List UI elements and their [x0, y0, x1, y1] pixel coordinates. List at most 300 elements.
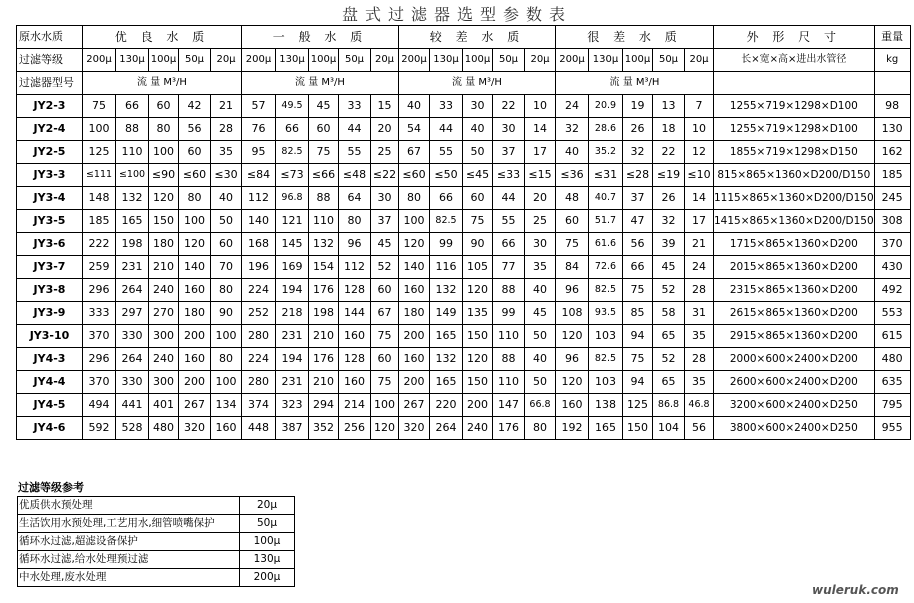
- flow-cell: 494: [83, 394, 116, 417]
- flow-cell: 100: [211, 371, 242, 394]
- flow-cell: 60: [211, 233, 242, 256]
- table-row: [17, 118, 911, 141]
- flow-cell: 20: [371, 118, 399, 141]
- flow-cell: 32: [653, 210, 685, 233]
- flow-cell: 96: [339, 233, 371, 256]
- flow-cell: 300: [149, 325, 179, 348]
- flow-cell: 333: [83, 302, 116, 325]
- flow-cell: 264: [116, 279, 149, 302]
- flow-cell: 37: [623, 187, 653, 210]
- flow-cell: 180: [149, 233, 179, 256]
- grade-cell: 130μ: [589, 49, 623, 72]
- flow-cell: 120: [149, 187, 179, 210]
- reference-row: [18, 551, 295, 569]
- flow-cell: 200: [179, 371, 211, 394]
- flow-cell: ≤90: [149, 164, 179, 187]
- flow-cell: 220: [430, 394, 463, 417]
- flow-cell: 31: [685, 302, 714, 325]
- reference-description: 中水处理,废水处理: [18, 569, 240, 587]
- flow-cell: 24: [556, 95, 589, 118]
- flow-cell: 160: [211, 417, 242, 440]
- flow-cell: 24: [685, 256, 714, 279]
- flow-cell: 120: [556, 371, 589, 394]
- flow-cell: 176: [493, 417, 525, 440]
- flow-cell: 160: [556, 394, 589, 417]
- flow-cell: 147: [493, 394, 525, 417]
- flow-cell: 75: [623, 348, 653, 371]
- flow-cell: 84: [556, 256, 589, 279]
- table-row: [17, 371, 911, 394]
- flow-cell: 94: [623, 325, 653, 348]
- flow-cell: 110: [309, 210, 339, 233]
- flow-cell: 66: [276, 118, 309, 141]
- flow-cell: ≤45: [463, 164, 493, 187]
- flow-cell: 270: [149, 302, 179, 325]
- flow-cell: 240: [463, 417, 493, 440]
- raw-water-label: 原水水质: [17, 26, 83, 49]
- flow-cell: 210: [149, 256, 179, 279]
- flow-cell: 90: [463, 233, 493, 256]
- flow-cell: 80: [149, 118, 179, 141]
- flow-cell: 49.5: [276, 95, 309, 118]
- grade-cell: 200μ: [556, 49, 589, 72]
- weight-header: 重量: [874, 26, 910, 49]
- flow-cell: 39: [653, 233, 685, 256]
- flow-cell: 441: [116, 394, 149, 417]
- table-row: [17, 95, 911, 118]
- flow-cell: 65: [653, 371, 685, 394]
- flow-cell: 210: [309, 371, 339, 394]
- flow-cell: 264: [116, 348, 149, 371]
- flow-cell: ≤73: [276, 164, 309, 187]
- flow-cell: 300: [149, 371, 179, 394]
- flow-cell: 20.9: [589, 95, 623, 118]
- flow-cell: 145: [276, 233, 309, 256]
- flow-cell: 56: [685, 417, 714, 440]
- flow-cell: 150: [463, 371, 493, 394]
- flow-cell: 40: [399, 95, 430, 118]
- model-cell: JY2-4: [17, 118, 83, 141]
- flow-cell: 77: [493, 256, 525, 279]
- flow-cell: 42: [179, 95, 211, 118]
- flow-cell: 75: [463, 210, 493, 233]
- flow-cell: 50: [525, 371, 556, 394]
- flow-cell: 112: [339, 256, 371, 279]
- flow-cell: 112: [242, 187, 276, 210]
- reference-row: [18, 569, 295, 587]
- flow-cell: 30: [493, 118, 525, 141]
- flow-cell: 18: [653, 118, 685, 141]
- flow-cell: 103: [589, 371, 623, 394]
- group-header-normal: 一 般 水 质: [242, 26, 399, 49]
- flow-cell: 45: [309, 95, 339, 118]
- reference-grade: 100μ: [240, 533, 295, 551]
- flow-cell: 32: [623, 141, 653, 164]
- dimensions-cell: 2015×865×1360×D200: [714, 256, 875, 279]
- flow-cell: 65: [653, 325, 685, 348]
- flow-cell: 96: [556, 279, 589, 302]
- flow-unit-label: 流 量 M³/H: [556, 72, 714, 95]
- flow-cell: 35: [211, 141, 242, 164]
- flow-cell: 150: [463, 325, 493, 348]
- flow-cell: 128: [339, 348, 371, 371]
- flow-cell: 28: [685, 279, 714, 302]
- flow-cell: 66: [493, 233, 525, 256]
- grade-cell: 130μ: [116, 49, 149, 72]
- flow-cell: 88: [493, 348, 525, 371]
- flow-cell: 370: [83, 325, 116, 348]
- grade-cell: 100μ: [309, 49, 339, 72]
- flow-cell: ≤60: [179, 164, 211, 187]
- flow-cell: 320: [399, 417, 430, 440]
- flow-cell: 80: [211, 279, 242, 302]
- group-header-poor: 较 差 水 质: [399, 26, 556, 49]
- grade-cell: 20μ: [211, 49, 242, 72]
- flow-cell: 120: [463, 279, 493, 302]
- dimensions-cell: 1255×719×1298×D100: [714, 95, 875, 118]
- flow-cell: 160: [179, 348, 211, 371]
- dimensions-cell: 1855×719×1298×D150: [714, 141, 875, 164]
- table-row: [17, 394, 911, 417]
- flow-cell: ≤66: [309, 164, 339, 187]
- header-row-grades: [17, 49, 911, 72]
- flow-cell: 55: [430, 141, 463, 164]
- flow-cell: 480: [149, 417, 179, 440]
- flow-cell: 52: [653, 348, 685, 371]
- flow-cell: 267: [179, 394, 211, 417]
- flow-cell: 85: [623, 302, 653, 325]
- flow-cell: 194: [276, 348, 309, 371]
- flow-cell: 110: [493, 371, 525, 394]
- watermark: wuleruk.com: [812, 583, 899, 597]
- flow-cell: 66.8: [525, 394, 556, 417]
- flow-cell: 40: [556, 141, 589, 164]
- table-row: [17, 187, 911, 210]
- flow-cell: 75: [371, 371, 399, 394]
- flow-cell: ≤33: [493, 164, 525, 187]
- flow-cell: 140: [242, 210, 276, 233]
- flow-cell: 82.5: [430, 210, 463, 233]
- flow-cell: 44: [493, 187, 525, 210]
- flow-cell: 60: [179, 141, 211, 164]
- grade-cell: 130μ: [430, 49, 463, 72]
- flow-cell: 17: [685, 210, 714, 233]
- flow-cell: 70: [211, 256, 242, 279]
- group-header-good: 优 良 水 质: [83, 26, 242, 49]
- flow-cell: 82.5: [276, 141, 309, 164]
- flow-cell: 26: [653, 187, 685, 210]
- dimensions-cell: 3200×600×2400×D250: [714, 394, 875, 417]
- weight-cell: 492: [874, 279, 910, 302]
- flow-cell: ≤111: [83, 164, 116, 187]
- flow-cell: 160: [179, 279, 211, 302]
- flow-cell: ≤48: [339, 164, 371, 187]
- dimensions-cell: 3800×600×2400×D250: [714, 417, 875, 440]
- flow-cell: 180: [399, 302, 430, 325]
- flow-cell: 66: [116, 95, 149, 118]
- reference-grade: 130μ: [240, 551, 295, 569]
- flow-cell: 72.6: [589, 256, 623, 279]
- flow-cell: 46.8: [685, 394, 714, 417]
- dimensions-cell: 2600×600×2400×D200: [714, 371, 875, 394]
- flow-cell: 75: [309, 141, 339, 164]
- flow-cell: 134: [211, 394, 242, 417]
- flow-cell: 108: [556, 302, 589, 325]
- flow-cell: 88: [309, 187, 339, 210]
- flow-cell: 67: [399, 141, 430, 164]
- flow-cell: 35: [525, 256, 556, 279]
- flow-cell: 94: [623, 371, 653, 394]
- model-cell: JY3-3: [17, 164, 83, 187]
- flow-cell: 100: [179, 210, 211, 233]
- flow-cell: 165: [430, 325, 463, 348]
- flow-cell: 22: [653, 141, 685, 164]
- flow-cell: ≤50: [430, 164, 463, 187]
- flow-cell: 218: [276, 302, 309, 325]
- flow-cell: 194: [276, 279, 309, 302]
- flow-cell: 19: [623, 95, 653, 118]
- model-cell: JY2-5: [17, 141, 83, 164]
- flow-cell: 60: [371, 279, 399, 302]
- flow-cell: 330: [116, 371, 149, 394]
- flow-cell: 80: [211, 348, 242, 371]
- flow-cell: 280: [242, 371, 276, 394]
- flow-cell: 14: [685, 187, 714, 210]
- flow-cell: 125: [623, 394, 653, 417]
- flow-cell: 96: [556, 348, 589, 371]
- flow-cell: 120: [556, 325, 589, 348]
- flow-cell: 352: [309, 417, 339, 440]
- group-header-very-poor: 很 差 水 质: [556, 26, 714, 49]
- flow-cell: 28: [211, 118, 242, 141]
- flow-cell: 120: [463, 348, 493, 371]
- grade-cell: 200μ: [242, 49, 276, 72]
- flow-cell: 105: [463, 256, 493, 279]
- flow-cell: 33: [430, 95, 463, 118]
- flow-cell: ≤84: [242, 164, 276, 187]
- flow-cell: 149: [430, 302, 463, 325]
- grade-cell: 20μ: [371, 49, 399, 72]
- flow-cell: 132: [116, 187, 149, 210]
- flow-cell: 259: [83, 256, 116, 279]
- model-cell: JY4-5: [17, 394, 83, 417]
- flow-cell: 22: [493, 95, 525, 118]
- flow-cell: 160: [399, 348, 430, 371]
- model-cell: JY3-10: [17, 325, 83, 348]
- grade-cell: 200μ: [83, 49, 116, 72]
- flow-cell: 99: [430, 233, 463, 256]
- flow-cell: 40: [463, 118, 493, 141]
- flow-cell: ≤15: [525, 164, 556, 187]
- flow-cell: 100: [83, 118, 116, 141]
- flow-cell: 60: [556, 210, 589, 233]
- reference-grade: 20μ: [240, 497, 295, 515]
- weight-unit: kg: [874, 49, 910, 72]
- reference-grade: 50μ: [240, 515, 295, 533]
- flow-cell: 25: [371, 141, 399, 164]
- flow-cell: 35: [685, 325, 714, 348]
- reference-row: [18, 497, 295, 515]
- flow-cell: 296: [83, 348, 116, 371]
- flow-cell: ≤22: [371, 164, 399, 187]
- flow-cell: 30: [525, 233, 556, 256]
- flow-cell: 252: [242, 302, 276, 325]
- flow-cell: 231: [276, 325, 309, 348]
- flow-cell: 99: [493, 302, 525, 325]
- weight-cell: 480: [874, 348, 910, 371]
- model-cell: JY3-7: [17, 256, 83, 279]
- model-cell: JY3-9: [17, 302, 83, 325]
- flow-unit-label: 流 量 M³/H: [399, 72, 556, 95]
- flow-cell: 66: [623, 256, 653, 279]
- grade-cell: 130μ: [276, 49, 309, 72]
- flow-cell: 110: [116, 141, 149, 164]
- dimensions-cell: 2315×865×1360×D200: [714, 279, 875, 302]
- flow-cell: 88: [116, 118, 149, 141]
- flow-cell: 132: [430, 348, 463, 371]
- flow-cell: 50: [211, 210, 242, 233]
- grade-cell: 200μ: [399, 49, 430, 72]
- table-row: [17, 348, 911, 371]
- flow-cell: 52: [653, 279, 685, 302]
- flow-cell: 60: [149, 95, 179, 118]
- flow-cell: 135: [463, 302, 493, 325]
- grade-cell: 50μ: [653, 49, 685, 72]
- flow-cell: 110: [493, 325, 525, 348]
- flow-cell: 200: [399, 371, 430, 394]
- weight-cell: 430: [874, 256, 910, 279]
- dimensions-cell: 1415×865×1360×D200/D150: [714, 210, 875, 233]
- flow-cell: 231: [116, 256, 149, 279]
- flow-cell: 169: [276, 256, 309, 279]
- dimensions-cell: 2615×865×1360×D200: [714, 302, 875, 325]
- dimensions-cell: 2000×600×2400×D200: [714, 348, 875, 371]
- flow-cell: 45: [525, 302, 556, 325]
- table-row: [17, 233, 911, 256]
- flow-cell: 20: [525, 187, 556, 210]
- flow-cell: 10: [525, 95, 556, 118]
- flow-cell: 185: [83, 210, 116, 233]
- model-cell: JY3-6: [17, 233, 83, 256]
- weight-cell: 553: [874, 302, 910, 325]
- flow-cell: ≤19: [653, 164, 685, 187]
- flow-cell: 200: [399, 325, 430, 348]
- flow-cell: 90: [211, 302, 242, 325]
- reference-description: 优质供水预处理: [18, 497, 240, 515]
- flow-cell: 35.2: [589, 141, 623, 164]
- flow-cell: 148: [83, 187, 116, 210]
- flow-cell: 100: [399, 210, 430, 233]
- flow-cell: 50: [525, 325, 556, 348]
- flow-cell: 125: [83, 141, 116, 164]
- table-row: [17, 302, 911, 325]
- flow-cell: 37: [493, 141, 525, 164]
- flow-cell: 210: [309, 325, 339, 348]
- flow-cell: 80: [525, 417, 556, 440]
- flow-cell: 296: [83, 279, 116, 302]
- flow-cell: 240: [149, 348, 179, 371]
- flow-cell: 40: [525, 279, 556, 302]
- reference-description: 生活饮用水预处理,工艺用水,细管喷嘴保护: [18, 515, 240, 533]
- model-cell: JY4-3: [17, 348, 83, 371]
- flow-cell: ≤28: [623, 164, 653, 187]
- grade-cell: 100μ: [149, 49, 179, 72]
- flow-cell: 60: [463, 187, 493, 210]
- flow-cell: 192: [556, 417, 589, 440]
- flow-cell: 176: [309, 279, 339, 302]
- flow-cell: 294: [309, 394, 339, 417]
- flow-cell: ≤31: [589, 164, 623, 187]
- flow-cell: 33: [339, 95, 371, 118]
- filter-grade-label: 过滤等级: [17, 49, 83, 72]
- flow-cell: 323: [276, 394, 309, 417]
- flow-cell: 52: [371, 256, 399, 279]
- flow-cell: 30: [463, 95, 493, 118]
- grade-cell: 50μ: [339, 49, 371, 72]
- dimensions-cell: 1255×719×1298×D100: [714, 118, 875, 141]
- empty-cell: [874, 72, 910, 95]
- flow-cell: 17: [525, 141, 556, 164]
- reference-row: [18, 533, 295, 551]
- weight-cell: 162: [874, 141, 910, 164]
- flow-cell: 51.7: [589, 210, 623, 233]
- flow-cell: 256: [339, 417, 371, 440]
- flow-cell: 138: [589, 394, 623, 417]
- flow-cell: 592: [83, 417, 116, 440]
- flow-cell: 75: [83, 95, 116, 118]
- filter-grade-reference-table: [17, 496, 295, 587]
- flow-cell: 37: [371, 210, 399, 233]
- flow-cell: 387: [276, 417, 309, 440]
- flow-cell: 75: [556, 233, 589, 256]
- flow-unit-label: 流 量 M³/H: [242, 72, 399, 95]
- flow-cell: 370: [83, 371, 116, 394]
- weight-cell: 308: [874, 210, 910, 233]
- flow-cell: 200: [463, 394, 493, 417]
- grade-cell: 50μ: [493, 49, 525, 72]
- flow-cell: 21: [685, 233, 714, 256]
- flow-cell: 264: [430, 417, 463, 440]
- flow-cell: 132: [430, 279, 463, 302]
- flow-cell: 448: [242, 417, 276, 440]
- flow-cell: 280: [242, 325, 276, 348]
- dimensions-subheader: 长×宽×高×进出水管径: [714, 49, 875, 72]
- flow-cell: 58: [653, 302, 685, 325]
- dimensions-cell: 2915×865×1360×D200: [714, 325, 875, 348]
- weight-cell: 615: [874, 325, 910, 348]
- grade-cell: 20μ: [525, 49, 556, 72]
- flow-cell: 35: [685, 371, 714, 394]
- model-cell: JY3-4: [17, 187, 83, 210]
- flow-cell: 95: [242, 141, 276, 164]
- model-cell: JY3-8: [17, 279, 83, 302]
- flow-cell: 40: [525, 348, 556, 371]
- flow-cell: 7: [685, 95, 714, 118]
- flow-cell: 80: [339, 210, 371, 233]
- flow-cell: 86.8: [653, 394, 685, 417]
- flow-cell: 64: [339, 187, 371, 210]
- flow-cell: 224: [242, 279, 276, 302]
- selection-parameter-table: [16, 25, 911, 440]
- flow-cell: 168: [242, 233, 276, 256]
- flow-cell: 96.8: [276, 187, 309, 210]
- flow-cell: 374: [242, 394, 276, 417]
- dimensions-header: 外 形 尺 寸: [714, 26, 875, 49]
- flow-cell: 48: [556, 187, 589, 210]
- flow-cell: ≤10: [685, 164, 714, 187]
- flow-cell: 154: [309, 256, 339, 279]
- header-row-water-quality: [17, 26, 911, 49]
